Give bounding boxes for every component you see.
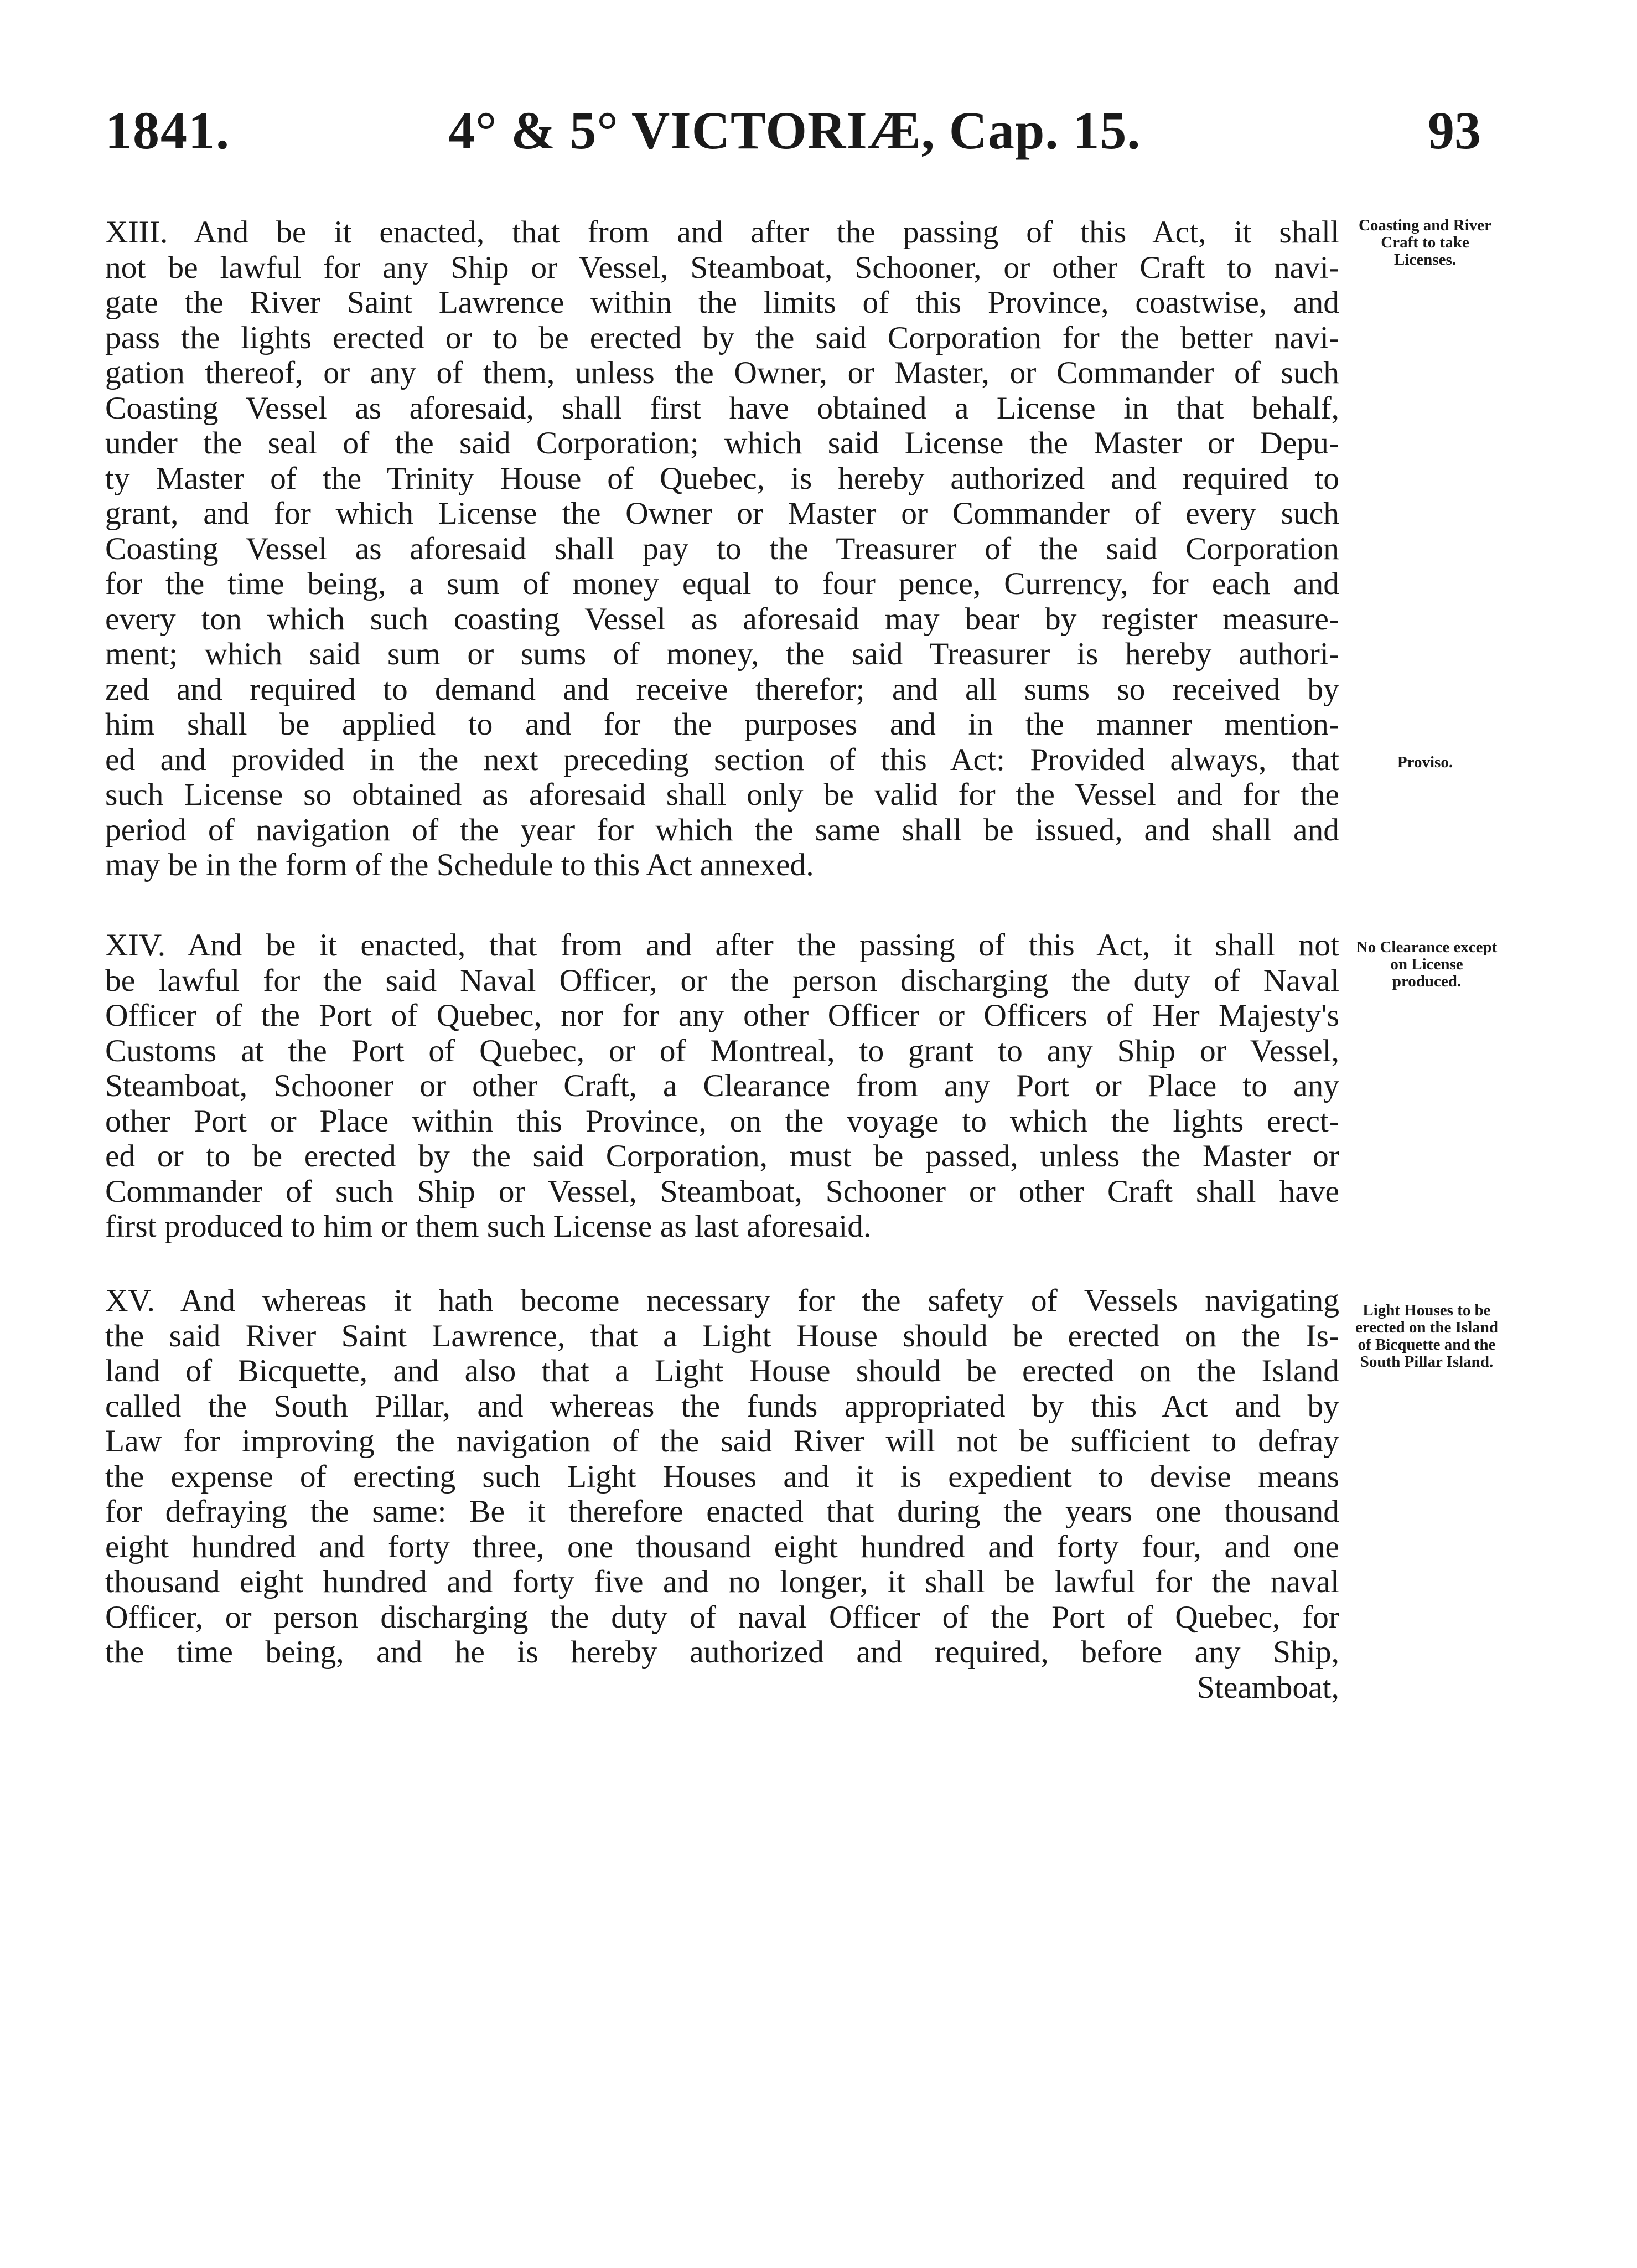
section-xv-line: Officer, or person discharging the duty of naval Officer of the Port of Quebec, for <box>105 1599 1339 1635</box>
section-xiii-line: XIII. And be it enacted, that from and after the passing of this Act, it shall <box>105 215 1339 250</box>
section-xv-line: the time being, and he is hereby authorized and required, before any Ship, <box>105 1635 1339 1670</box>
section-xiv-line: first produced to him or them such License as last aforesaid. <box>105 1209 872 1244</box>
section-xiii-line: may be in the form of the Schedule to this Act annexed. <box>105 848 814 882</box>
section-xiv-line: Customs at the Port of Quebec, or of Montreal, to grant to any Ship or Vessel, <box>105 1033 1339 1068</box>
margin-note-light-houses: Light Houses to be erected on the Island of Bicquette and the South Pillar Island. <box>1355 1301 1499 1371</box>
section-xiii-line: period of navigation of the year for which the same shall be issued, and shall and <box>105 812 1339 848</box>
margin-note-proviso: Proviso. <box>1397 753 1453 771</box>
section-xiii-line: every ton which such coasting Vessel as aforesaid may bear by register measure- <box>105 601 1339 637</box>
section-xiv-line: Commander of such Ship or Vessel, Steamboat, Schooner or other Craft shall have <box>105 1174 1339 1209</box>
section-xiv-line: ed or to be erected by the said Corporation, must be passed, unless the Master or <box>105 1139 1339 1174</box>
section-xiv-line: XIV. And be it enacted, that from and after the passing of this Act, it shall not <box>105 928 1339 963</box>
section-xiii-line: such License so obtained as aforesaid shall only be valid for the Vessel and for the <box>105 777 1339 812</box>
header-year: 1841. <box>105 101 230 160</box>
section-xiii <box>105 215 1339 883</box>
section-xiv-line: Officer of the Port of Quebec, nor for any other Officer or Officers of Her Majesty's <box>105 998 1339 1033</box>
section-xiii-line: under the seal of the said Corporation; which said License the Master or Depu- <box>105 426 1339 461</box>
section-xiii-line: ed and provided in the next preceding section of this Act: Provided always, that <box>105 742 1339 777</box>
header-title: 4° & 5° VICTORIÆ, Cap. 15. <box>448 101 1141 160</box>
margin-note-no-clearance: No Clearance except on License produced. <box>1356 938 1498 990</box>
margin-note-coasting: Coasting and River Craft to take Licenses. <box>1358 216 1492 268</box>
section-xiii-line: zed and required to demand and receive therefor; and all sums so received by <box>105 671 1339 707</box>
section-xiv-line: Steamboat, Schooner or other Craft, a Clearance from any Port or Place to any <box>105 1068 1339 1103</box>
section-xiii-line: gate the River Saint Lawrence within the limits of this Province, coastwise, and <box>105 285 1339 320</box>
section-xiii-line: him shall be applied to and for the purposes and in the manner mention- <box>105 707 1339 742</box>
section-xiii-line: Coasting Vessel as aforesaid, shall first have obtained a License in that behalf, <box>105 390 1339 426</box>
section-xiv-line: other Port or Place within this Province, on the voyage to which the lights erect- <box>105 1103 1339 1139</box>
section-xv-line: land of Bicquette, and also that a Light House should be erected on the Island <box>105 1353 1339 1388</box>
section-xv-line: the expense of erecting such Light Houses and it is expedient to devise means <box>105 1459 1339 1494</box>
section-xiv-line: be lawful for the said Naval Officer, or the person discharging the duty of Naval <box>105 963 1339 998</box>
section-xiii-line: grant, and for which License the Owner or Master or Commander of every such <box>105 496 1339 531</box>
section-xv-line: called the South Pillar, and whereas the funds appropriated by this Act and by <box>105 1388 1339 1424</box>
section-xv-line: thousand eight hundred and forty five and no longer, it shall be lawful for the naval <box>105 1564 1339 1599</box>
section-xiii-line: ty Master of the Trinity House of Quebec, is hereby authorized and required to <box>105 461 1339 496</box>
section-xiii-line: pass the lights erected or to be erected by the said Corporation for the better navi- <box>105 320 1339 355</box>
section-xiii-line: ment; which said sum or sums of money, the said Treasurer is hereby authori- <box>105 637 1339 671</box>
section-xiii-line: Coasting Vessel as aforesaid shall pay to the Treasurer of the said Corporation <box>105 531 1339 566</box>
section-xiii-line: gation thereof, or any of them, unless the Owner, or Master, or Commander of such <box>105 355 1339 390</box>
section-xiii-line: for the time being, a sum of money equal to four pence, Currency, for each and <box>105 566 1339 601</box>
section-xiv <box>105 928 1339 1244</box>
page-number: 93 <box>1428 101 1481 160</box>
section-xiii-line: not be lawful for any Ship or Vessel, Steamboat, Schooner, or other Craft to navi- <box>105 250 1339 285</box>
page-header <box>0 100 1637 177</box>
catchword: Steamboat, <box>1196 1670 1339 1705</box>
section-xv <box>105 1283 1339 1705</box>
section-xv-line: for defraying the same: Be it therefore enacted that during the years one thousand <box>105 1494 1339 1529</box>
section-xv-line: XV. And whereas it hath become necessary for the safety of Vessels navigating <box>105 1283 1339 1318</box>
section-xv-line: the said River Saint Lawrence, that a Light House should be erected on the Is- <box>105 1318 1339 1353</box>
section-xv-line: Law for improving the navigation of the said River will not be sufficient to defray <box>105 1424 1339 1459</box>
section-xv-line: eight hundred and forty three, one thousand eight hundred and forty four, and one <box>105 1529 1339 1564</box>
